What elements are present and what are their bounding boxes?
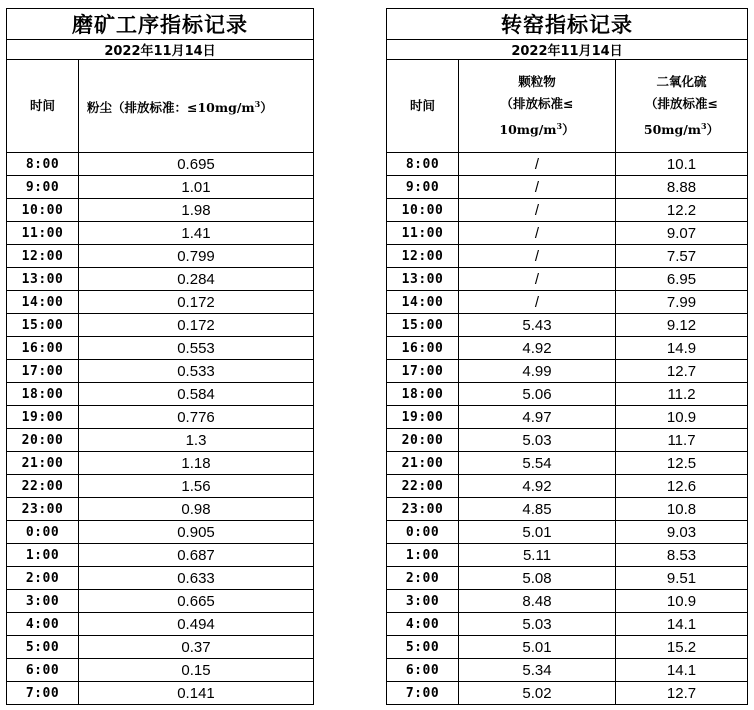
grinding-cell-time: 19:00 (7, 406, 79, 429)
so2-header-line2: （排放标准≤ (645, 95, 718, 111)
kiln-table-row (387, 567, 748, 590)
kiln-cell-pm: / (459, 176, 616, 199)
kiln-cell-so2: 9.03 (616, 521, 748, 544)
kiln-cell-pm: / (459, 153, 616, 176)
kiln-cell-pm: 4.85 (459, 498, 616, 521)
grinding-cell-dust: 1.41 (79, 222, 314, 245)
kiln-cell-time: 22:00 (387, 475, 459, 498)
grinding-cell-dust: 1.01 (79, 176, 314, 199)
grinding-cell-dust: 0.284 (79, 268, 314, 291)
kiln-table-row (387, 659, 748, 682)
kiln-table-row (387, 521, 748, 544)
grinding-table-row (7, 567, 314, 590)
kiln-cell-so2: 12.5 (616, 452, 748, 475)
kiln-table-row (387, 314, 748, 337)
grinding-cell-time: 15:00 (7, 314, 79, 337)
kiln-table-row (387, 199, 748, 222)
dust-header-tail: ） (260, 100, 273, 116)
kiln-cell-time: 20:00 (387, 429, 459, 452)
kiln-cell-so2: 12.2 (616, 199, 748, 222)
kiln-cell-time: 21:00 (387, 452, 459, 475)
kiln-cell-pm: 5.02 (459, 682, 616, 705)
kiln-cell-time: 13:00 (387, 268, 459, 291)
kiln-cell-pm: 5.54 (459, 452, 616, 475)
kiln-table-row (387, 291, 748, 314)
grinding-cell-time: 12:00 (7, 245, 79, 268)
grinding-table-row (7, 544, 314, 567)
kiln-table-title: 转窑指标记录 (387, 9, 748, 40)
kiln-cell-so2: 10.8 (616, 498, 748, 521)
kiln-cell-pm: / (459, 245, 616, 268)
grinding-cell-dust: 0.695 (79, 153, 314, 176)
so2-header-unit: 50mg/m (643, 122, 702, 138)
kiln-cell-pm: 4.92 (459, 475, 616, 498)
kiln-cell-pm: / (459, 268, 616, 291)
kiln-cell-time: 2:00 (387, 567, 459, 590)
grinding-cell-dust: 0.494 (79, 613, 314, 636)
so2-header-line3 (616, 115, 747, 141)
grinding-record-table (6, 8, 314, 705)
kiln-table-date: 2022年11月14日 (387, 40, 748, 60)
kiln-cell-time: 3:00 (387, 590, 459, 613)
kiln-cell-pm: / (459, 199, 616, 222)
so2-header-tail: ） (706, 122, 720, 138)
kiln-table-row (387, 153, 748, 176)
kiln-cell-so2: 7.99 (616, 291, 748, 314)
pm-header-unit: 10mg/m (499, 122, 557, 138)
kiln-cell-so2: 9.07 (616, 222, 748, 245)
grinding-cell-dust: 0.15 (79, 659, 314, 682)
grinding-cell-time: 8:00 (7, 153, 79, 176)
grinding-cell-dust: 0.665 (79, 590, 314, 613)
kiln-cell-time: 6:00 (387, 659, 459, 682)
grinding-cell-time: 21:00 (7, 452, 79, 475)
grinding-table-row (7, 659, 314, 682)
grinding-table-row (7, 222, 314, 245)
grinding-cell-dust: 0.172 (79, 291, 314, 314)
kiln-cell-so2: 11.7 (616, 429, 748, 452)
pm-header-tail: ） (562, 122, 575, 138)
kiln-cell-time: 7:00 (387, 682, 459, 705)
kiln-cell-so2: 12.7 (616, 360, 748, 383)
grinding-cell-time: 20:00 (7, 429, 79, 452)
grinding-table-row (7, 498, 314, 521)
kiln-cell-so2: 12.7 (616, 682, 748, 705)
grinding-cell-dust: 0.799 (79, 245, 314, 268)
kiln-cell-so2: 9.12 (616, 314, 748, 337)
kiln-cell-time: 12:00 (387, 245, 459, 268)
grinding-cell-time: 2:00 (7, 567, 79, 590)
kiln-cell-pm: 5.03 (459, 613, 616, 636)
pm-header-line1: 颗粒物 (518, 73, 556, 89)
kiln-cell-time: 17:00 (387, 360, 459, 383)
kiln-cell-pm: 5.01 (459, 636, 616, 659)
kiln-cell-so2: 10.9 (616, 406, 748, 429)
kiln-header-pm (459, 60, 616, 153)
kiln-table-row (387, 268, 748, 291)
grinding-cell-time: 10:00 (7, 199, 79, 222)
kiln-table-row (387, 682, 748, 705)
kiln-cell-so2: 10.9 (616, 590, 748, 613)
kiln-cell-time: 9:00 (387, 176, 459, 199)
kiln-cell-pm: 5.06 (459, 383, 616, 406)
kiln-table-row (387, 636, 748, 659)
grinding-cell-dust: 0.905 (79, 521, 314, 544)
kiln-cell-time: 4:00 (387, 613, 459, 636)
grinding-table-date: 2022年11月14日 (7, 40, 314, 60)
grinding-table-row (7, 291, 314, 314)
grinding-cell-time: 16:00 (7, 337, 79, 360)
kiln-table-row (387, 613, 748, 636)
kiln-cell-time: 1:00 (387, 544, 459, 567)
grinding-cell-time: 0:00 (7, 521, 79, 544)
kiln-table-row (387, 406, 748, 429)
grinding-cell-dust: 1.18 (79, 452, 314, 475)
kiln-table-row (387, 590, 748, 613)
kiln-cell-pm: 4.92 (459, 337, 616, 360)
kiln-cell-time: 14:00 (387, 291, 459, 314)
kiln-cell-so2: 8.88 (616, 176, 748, 199)
kiln-cell-pm: / (459, 291, 616, 314)
grinding-table-row (7, 199, 314, 222)
kiln-cell-so2: 11.2 (616, 383, 748, 406)
kiln-table-row (387, 222, 748, 245)
kiln-cell-time: 5:00 (387, 636, 459, 659)
grinding-cell-time: 11:00 (7, 222, 79, 245)
dust-header-text: 粉尘（排放标准：≤10mg/m (87, 100, 255, 116)
kiln-cell-so2: 8.53 (616, 544, 748, 567)
grinding-table-row (7, 406, 314, 429)
grinding-table-row (7, 613, 314, 636)
kiln-cell-time: 8:00 (387, 153, 459, 176)
kiln-cell-time: 16:00 (387, 337, 459, 360)
pm-header-sup: 3 (556, 120, 563, 131)
kiln-table-row (387, 176, 748, 199)
kiln-table-row (387, 429, 748, 452)
kiln-table-row (387, 360, 748, 383)
grinding-cell-dust: 1.98 (79, 199, 314, 222)
kiln-table-row (387, 475, 748, 498)
pm-header-line3 (459, 115, 615, 141)
kiln-table-row (387, 337, 748, 360)
grinding-cell-time: 22:00 (7, 475, 79, 498)
grinding-cell-time: 17:00 (7, 360, 79, 383)
kiln-table-row (387, 544, 748, 567)
grinding-cell-dust: 0.553 (79, 337, 314, 360)
grinding-cell-time: 13:00 (7, 268, 79, 291)
grinding-cell-time: 18:00 (7, 383, 79, 406)
kiln-cell-pm: / (459, 222, 616, 245)
kiln-cell-time: 15:00 (387, 314, 459, 337)
grinding-cell-dust: 0.687 (79, 544, 314, 567)
kiln-cell-pm: 5.03 (459, 429, 616, 452)
grinding-cell-dust: 0.98 (79, 498, 314, 521)
kiln-cell-so2: 15.2 (616, 636, 748, 659)
grinding-cell-time: 4:00 (7, 613, 79, 636)
kiln-cell-pm: 5.01 (459, 521, 616, 544)
grinding-cell-dust: 0.141 (79, 682, 314, 705)
kiln-cell-pm: 5.11 (459, 544, 616, 567)
grinding-table-row (7, 636, 314, 659)
grinding-table-title: 磨矿工序指标记录 (7, 9, 314, 40)
kiln-cell-time: 11:00 (387, 222, 459, 245)
kiln-cell-time: 0:00 (387, 521, 459, 544)
grinding-table-row (7, 429, 314, 452)
kiln-cell-time: 19:00 (387, 406, 459, 429)
grinding-cell-dust: 0.584 (79, 383, 314, 406)
kiln-cell-so2: 14.1 (616, 613, 748, 636)
pm-header-line2: （排放标准≤ (500, 95, 574, 111)
kiln-table-row (387, 498, 748, 521)
dust-header-sup: 3 (254, 98, 261, 109)
kiln-cell-pm: 8.48 (459, 590, 616, 613)
kiln-table-row (387, 452, 748, 475)
kiln-cell-pm: 5.43 (459, 314, 616, 337)
grinding-cell-dust: 0.533 (79, 360, 314, 383)
grinding-table-row (7, 521, 314, 544)
grinding-cell-time: 3:00 (7, 590, 79, 613)
grinding-table-row (7, 682, 314, 705)
kiln-cell-pm: 5.08 (459, 567, 616, 590)
kiln-header-time: 时间 (387, 60, 459, 153)
kiln-record-table (386, 8, 748, 705)
grinding-cell-time: 14:00 (7, 291, 79, 314)
kiln-cell-pm: 4.97 (459, 406, 616, 429)
so2-header-line1: 二氧化硫 (656, 73, 707, 89)
grinding-table-row (7, 337, 314, 360)
grinding-cell-dust: 0.633 (79, 567, 314, 590)
grinding-table-row (7, 475, 314, 498)
grinding-table-row (7, 452, 314, 475)
grinding-table-row (7, 176, 314, 199)
kiln-cell-so2: 12.6 (616, 475, 748, 498)
grinding-cell-dust: 1.56 (79, 475, 314, 498)
grinding-table-row (7, 383, 314, 406)
grinding-table-row (7, 153, 314, 176)
grinding-cell-time: 9:00 (7, 176, 79, 199)
so2-header-sup: 3 (701, 120, 707, 131)
kiln-table-row (387, 245, 748, 268)
grinding-header-dust (79, 60, 314, 153)
kiln-cell-pm: 4.99 (459, 360, 616, 383)
grinding-table-row (7, 314, 314, 337)
kiln-cell-time: 18:00 (387, 383, 459, 406)
kiln-cell-time: 23:00 (387, 498, 459, 521)
grinding-cell-time: 5:00 (7, 636, 79, 659)
grinding-cell-time: 6:00 (7, 659, 79, 682)
kiln-cell-so2: 14.1 (616, 659, 748, 682)
grinding-cell-dust: 1.3 (79, 429, 314, 452)
kiln-cell-so2: 9.51 (616, 567, 748, 590)
grinding-table-row (7, 590, 314, 613)
grinding-cell-dust: 0.776 (79, 406, 314, 429)
kiln-header-so2 (616, 60, 748, 153)
grinding-header-time: 时间 (7, 60, 79, 153)
grinding-cell-time: 23:00 (7, 498, 79, 521)
kiln-cell-so2: 10.1 (616, 153, 748, 176)
kiln-cell-so2: 6.95 (616, 268, 748, 291)
kiln-table-row (387, 383, 748, 406)
grinding-cell-dust: 0.37 (79, 636, 314, 659)
grinding-cell-time: 7:00 (7, 682, 79, 705)
grinding-cell-dust: 0.172 (79, 314, 314, 337)
kiln-cell-so2: 14.9 (616, 337, 748, 360)
grinding-table-row (7, 268, 314, 291)
kiln-cell-so2: 7.57 (616, 245, 748, 268)
kiln-cell-time: 10:00 (387, 199, 459, 222)
kiln-cell-pm: 5.34 (459, 659, 616, 682)
grinding-table-row (7, 360, 314, 383)
grinding-cell-time: 1:00 (7, 544, 79, 567)
grinding-table-row (7, 245, 314, 268)
